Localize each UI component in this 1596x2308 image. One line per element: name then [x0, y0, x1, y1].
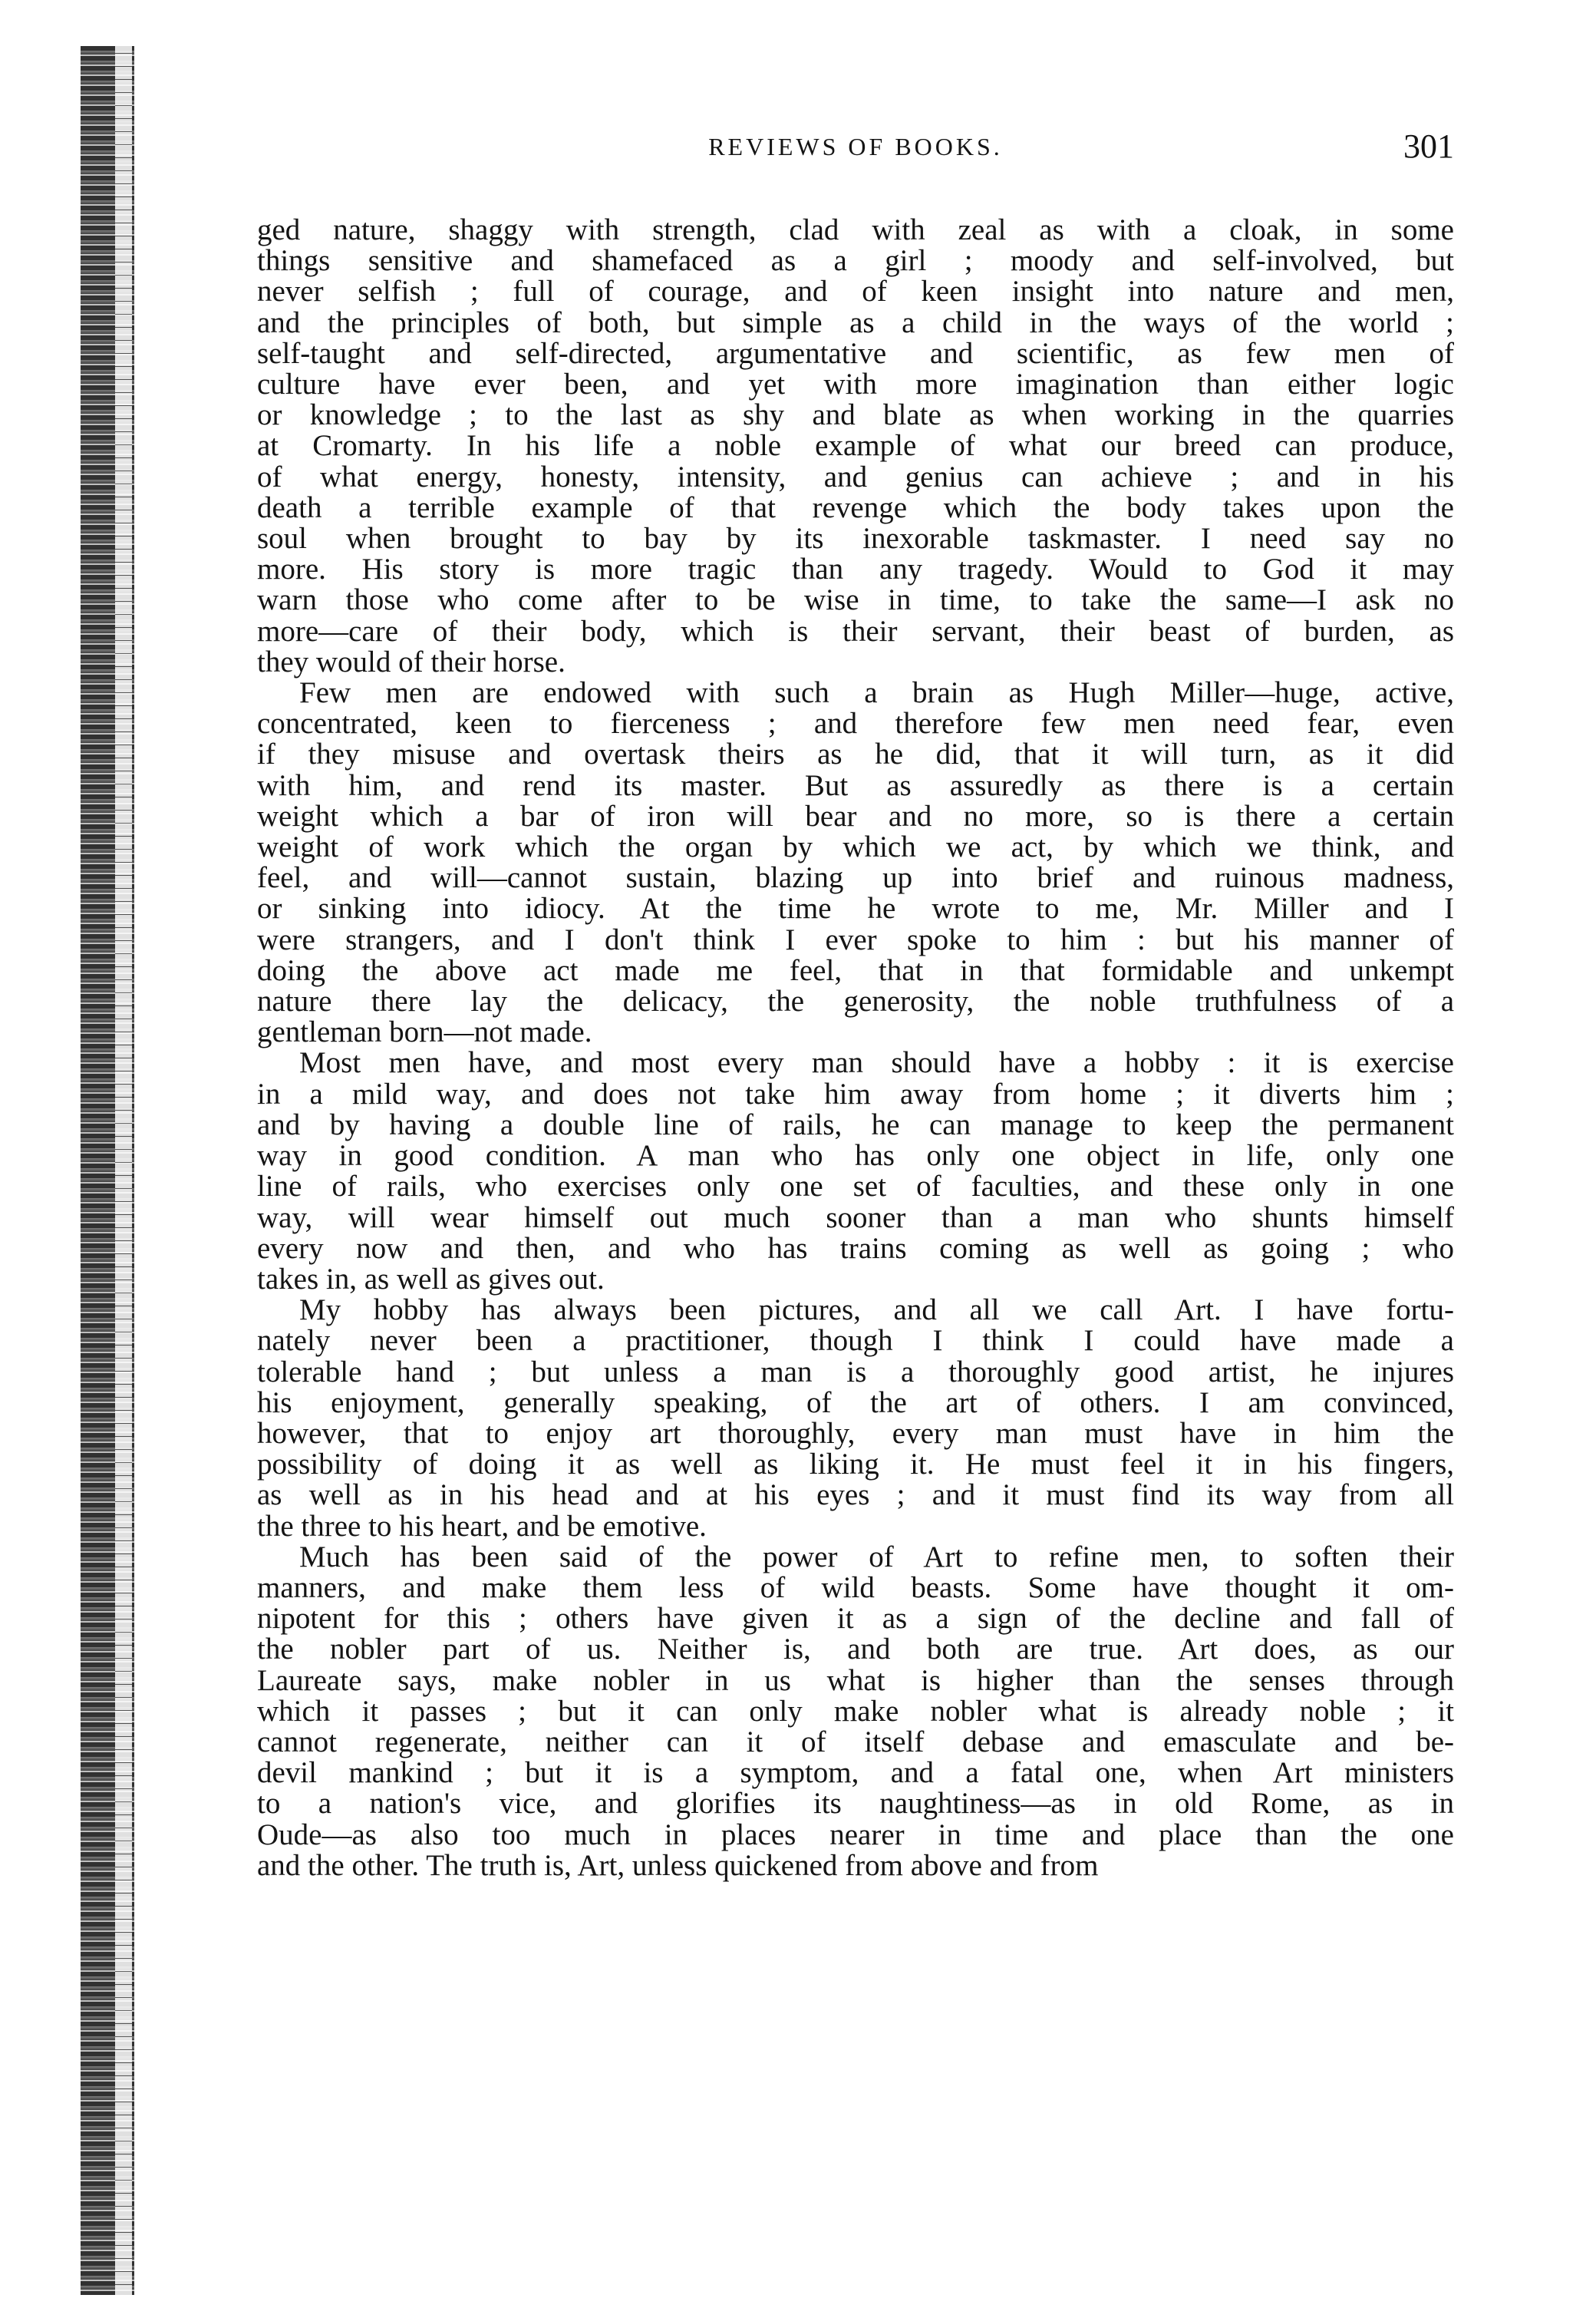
- text-line: to a nation's vice, and glorifies its naughtiness—as in old Rome, as in: [257, 1787, 1454, 1821]
- paragraph: [257, 215, 1454, 678]
- text-line: weight of work which the organ by which we act, by which we think, and: [257, 830, 1454, 864]
- text-line: takes in, as well as gives out.: [257, 1262, 605, 1296]
- text-line: Oude—as also too much in places nearer in time and place than the one: [257, 1818, 1454, 1851]
- text-line: more. His story is more tragic than any tragedy. Would to God it may: [257, 553, 1454, 586]
- text-line: or sinking into idiocy. At the time he wrote to me, Mr. Miller and I: [257, 892, 1454, 926]
- running-head-title: REVIEWS OF BOOKS.: [708, 133, 1003, 160]
- text-line: at Cromarty. In his life a noble example of what our breed can produce,: [257, 429, 1454, 463]
- text-line: and the principles of both, but simple as a child in the ways of the world ;: [257, 305, 1454, 339]
- text-line: as well as in his head and at his eyes ; and it must find its way from all: [257, 1478, 1454, 1512]
- text-line: line of rails, who exercises only one set of faculties, and these only in one: [257, 1170, 1454, 1204]
- text-line: way, will wear himself out much sooner than a man who shunts himself: [257, 1200, 1454, 1234]
- text-line: weight which a bar of iron will bear and no more, so is there a certain: [257, 799, 1454, 833]
- paragraph: [257, 1295, 1454, 1542]
- text-line: manners, and make them less of wild beasts. Some have thought it om-: [257, 1570, 1454, 1604]
- text-line: nipotent for this ; others have given it as a sign of the decline and fall of: [257, 1602, 1454, 1636]
- paragraph: [257, 1542, 1454, 1881]
- text-line: however, that to enjoy art thoroughly, every man must have in him the: [257, 1416, 1454, 1450]
- text-line: soul when brought to bay by its inexorable taskmaster. I need say no: [257, 522, 1454, 556]
- text-line: more—care of their body, which is their servant, their beast of burden, as: [257, 614, 1454, 648]
- text-line: of what energy, honesty, intensity, and genius can achieve ; and in his: [257, 460, 1454, 494]
- text-line: concentrated, keen to fierceness ; and therefore few men need fear, even: [257, 707, 1454, 741]
- text-line: never selfish ; full of courage, and of keen insight into nature and men,: [257, 275, 1454, 309]
- body-text: [257, 215, 1454, 1881]
- text-line: devil mankind ; but it is a symptom, and a fatal one, when Art ministers: [257, 1756, 1454, 1790]
- text-line: possibility of doing it as well as liking it. He must feel it in his fingers,: [257, 1448, 1454, 1481]
- text-line: if they misuse and overtask theirs as he did, that it will turn, as it did: [257, 738, 1454, 771]
- text-line: way in good condition. A man who has only one object in life, only one: [257, 1139, 1454, 1173]
- text-line: Laureate says, make nobler in us what is higher than the senses through: [257, 1663, 1454, 1697]
- text-line: cannot regenerate, neither can it of itself debase and emasculate and be-: [257, 1725, 1454, 1758]
- text-line: things sensitive and shamefaced as a girl ; moody and self-involved, but: [257, 244, 1454, 278]
- paragraph: [257, 1048, 1454, 1295]
- text-line: were strangers, and I don't think I ever spoke to him : but his manner of: [257, 923, 1454, 956]
- text-line: tolerable hand ; but unless a man is a thoroughly good artist, he injures: [257, 1355, 1454, 1388]
- text-line: the three to his heart, and be emotive.: [257, 1509, 707, 1543]
- text-line: his enjoyment, generally speaking, of the art of others. I am convinced,: [257, 1385, 1454, 1419]
- text-line: death a terrible example of that revenge which the body takes upon the: [257, 490, 1454, 524]
- text-line: and the other. The truth is, Art, unless quickened from above and from: [257, 1848, 1099, 1882]
- paragraph: [257, 678, 1454, 1048]
- text-line: gentleman born—not made.: [257, 1015, 592, 1049]
- text-line: ged nature, shaggy with strength, clad with zeal as with a cloak, in some: [257, 213, 1454, 246]
- text-line: the nobler part of us. Neither is, and both are true. Art does, as our: [257, 1633, 1454, 1666]
- page-number: 301: [1403, 127, 1454, 165]
- text-line: Much has been said of the power of Art to refine men, to soften their: [299, 1540, 1454, 1573]
- text-line: culture have ever been, and yet with more imagination than either logic: [257, 368, 1454, 401]
- text-line: nately never been a practitioner, though I think I could have made a: [257, 1324, 1454, 1358]
- running-head: [257, 127, 1454, 173]
- text-line: warn those who come after to be wise in time, to take the same—I ask no: [257, 583, 1454, 617]
- text-line: Most men have, and most every man should have a hobby : it is exercise: [299, 1046, 1454, 1080]
- text-line: they would of their horse.: [257, 645, 566, 679]
- text-line: which it passes ; but it can only make nobler what is already noble ; it: [257, 1694, 1454, 1728]
- text-line: every now and then, and who has trains coming as well as going ; who: [257, 1231, 1454, 1265]
- text-line: feel, and will—cannot sustain, blazing up into brief and ruinous madness,: [257, 861, 1454, 895]
- text-line: in a mild way, and does not take him away from home ; it diverts him ;: [257, 1077, 1454, 1111]
- text-line: Few men are endowed with such a brain as Hugh Miller—huge, active,: [299, 676, 1454, 710]
- text-line: with him, and rend its master. But as assuredly as there is a certain: [257, 768, 1454, 802]
- text-line: or knowledge ; to the last as shy and blate as when working in the quarries: [257, 398, 1454, 432]
- text-line: self-taught and self-directed, argumentative and scientific, as few men of: [257, 336, 1454, 370]
- book-binding-shadow: [115, 46, 132, 2295]
- text-line: nature there lay the delicacy, the generosity, the noble truthfulness of a: [257, 985, 1454, 1019]
- text-line: and by having a double line of rails, he can manage to keep the permanent: [257, 1108, 1454, 1141]
- text-line: My hobby has always been pictures, and all we call Art. I have fortu-: [299, 1293, 1454, 1327]
- text-line: doing the above act made me feel, that in that formidable and unkempt: [257, 953, 1454, 987]
